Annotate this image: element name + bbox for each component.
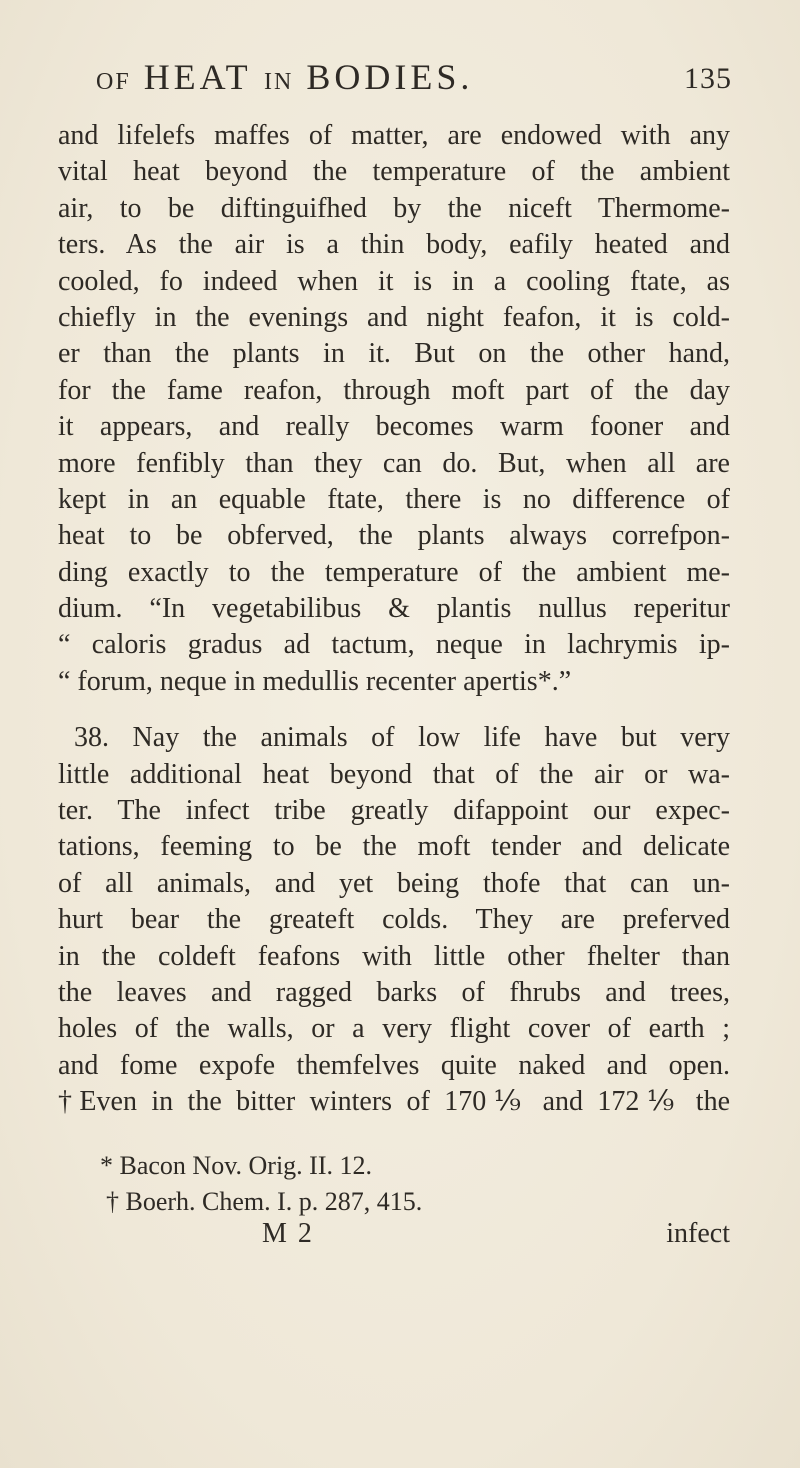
paragraph-2 bbox=[58, 720, 730, 1120]
page-header bbox=[66, 50, 732, 97]
text-line: in the coldeft feafons with little other fhelter than bbox=[58, 940, 730, 972]
text-line: “ caloris gradus ad tactum, neque in lachrymis ip- bbox=[58, 629, 730, 661]
text-line: tations, feeming to be the moft tender and delicate bbox=[58, 831, 730, 863]
running-head-of: OF bbox=[96, 69, 131, 95]
text-line: more fenfibly than they can do. But, when all are bbox=[58, 447, 730, 479]
paragraph-gap bbox=[58, 700, 730, 720]
footnote: * Bacon Nov. Orig. II. 12. bbox=[100, 1151, 372, 1180]
paragraph-1 bbox=[58, 118, 730, 700]
text-line: chiefly in the evenings and night feafon, it is cold- bbox=[58, 301, 730, 333]
footnotes bbox=[100, 1148, 720, 1220]
text-line: and lifelefs maffes of matter, are endowed with any bbox=[58, 120, 730, 151]
text-line: air, to be diftinguifhed by the niceft Thermome- bbox=[58, 192, 730, 224]
body-text bbox=[58, 118, 730, 1121]
text-line: cooled, fo indeed when it is in a cooling ftate, as bbox=[58, 265, 730, 297]
text-line: ding exactly to the temperature of the ambient me- bbox=[58, 556, 730, 588]
running-head-bodies: BODIES. bbox=[306, 57, 474, 97]
text-line: dium. “In vegetabilibus & plantis nullus reperitur bbox=[58, 593, 730, 625]
catchword: infect bbox=[666, 1218, 730, 1249]
text-line: little additional heat beyond that of the air or wa- bbox=[58, 758, 730, 790]
signature-mark: M 2 bbox=[262, 1218, 314, 1249]
page-number: 135 bbox=[684, 62, 732, 95]
text-line: it appears, and really becomes warm fooner and bbox=[58, 411, 730, 443]
text-line: kept in an equable ftate, there is no difference of bbox=[58, 483, 730, 515]
text-line: the leaves and ragged barks of fhrubs and trees, bbox=[58, 976, 730, 1008]
text-line: holes of the walls, or a very flight cover of earth ; bbox=[58, 1013, 730, 1045]
text-line: heat to be obferved, the plants always correfpon- bbox=[58, 520, 730, 552]
text-line: vital heat beyond the temperature of the ambient bbox=[58, 156, 730, 188]
text-line: †Even in the bitter winters of 170⅑ and 172⅑ the bbox=[58, 1086, 730, 1118]
text-line: ter. The infect tribe greatly difappoint our expec- bbox=[58, 795, 730, 827]
running-head bbox=[96, 56, 473, 98]
text-line: “ forum, neque in medullis recenter apertis*.” bbox=[58, 665, 572, 697]
running-head-in: IN bbox=[264, 69, 294, 95]
text-line: er than the plants in it. But on the other hand, bbox=[58, 338, 730, 370]
footnote: † Boerh. Chem. I. p. 287, 415. bbox=[106, 1187, 423, 1216]
text-line: hurt bear the greateft colds. They are preferved bbox=[58, 904, 730, 936]
text-line: ters. As the air is a thin body, eafily heated and bbox=[58, 229, 730, 261]
text-line: 38. Nay the animals of low life have but very bbox=[74, 722, 730, 754]
text-line: and fome expofe themfelves quite naked and open. bbox=[58, 1049, 730, 1081]
running-head-heat: HEAT bbox=[143, 57, 252, 97]
text-line: of all animals, and yet being thofe that can un- bbox=[58, 867, 730, 899]
text-line: for the fame reafon, through moft part of the day bbox=[58, 374, 730, 406]
